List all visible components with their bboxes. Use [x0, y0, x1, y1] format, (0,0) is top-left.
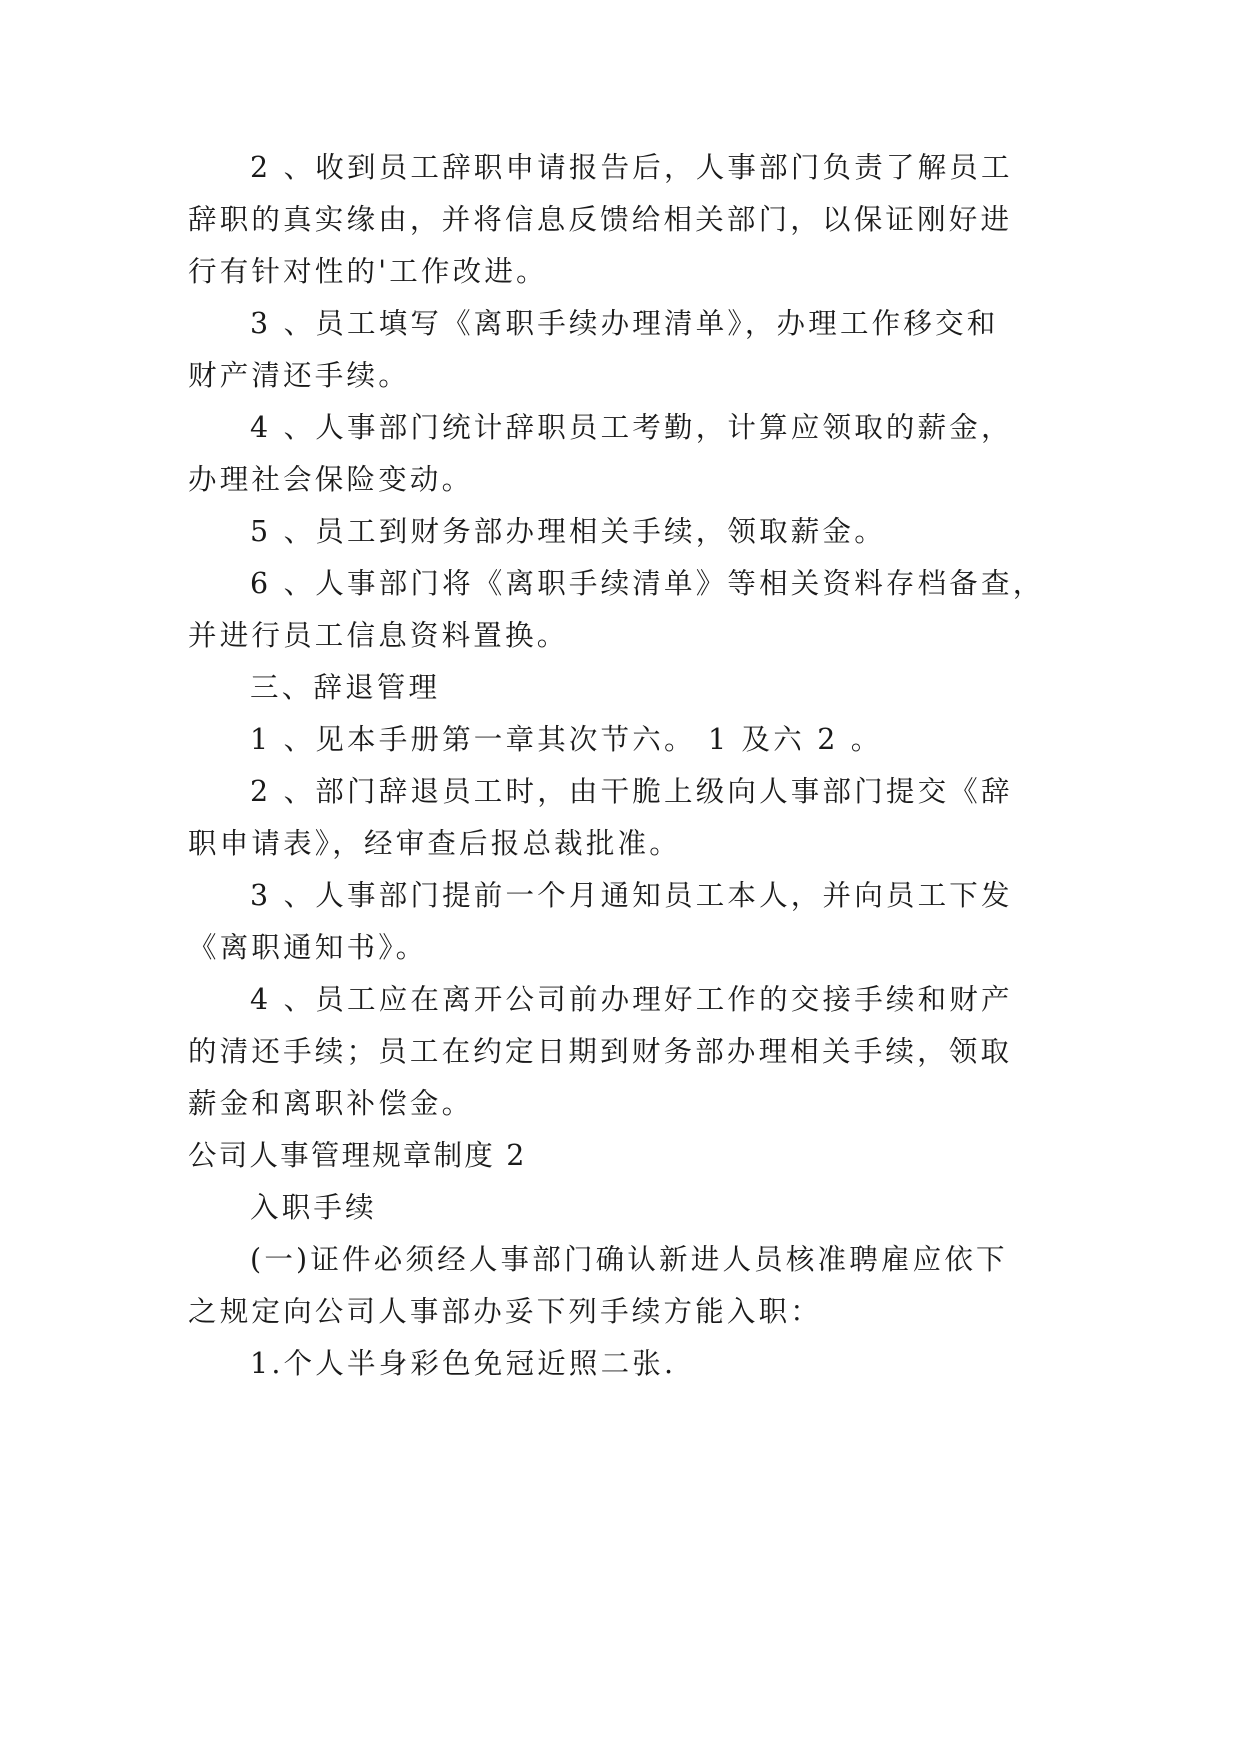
paragraph-line: 行有针对性的'工作改进。: [188, 255, 548, 288]
paragraph-line: 4 、人事部门统计辞职员工考勤，计算应领取的薪金，: [250, 411, 1013, 444]
paragraph-line: 2 、部门辞退员工时，由干脆上级向人事部门提交《辞: [250, 775, 1013, 808]
paragraph-line: 的清还手续；员工在约定日期到财务部办理相关手续，领取: [188, 1035, 1013, 1068]
paragraph-line: 1 、见本手册第一章其次节六。 1 及六 2 。: [250, 723, 883, 756]
paragraph-line: 5 、员工到财务部办理相关手续，领取薪金。: [250, 515, 886, 548]
document-title: 公司人事管理规章制度 2: [188, 1139, 527, 1172]
paragraph-line: 《离职通知书》。: [188, 931, 428, 964]
paragraph-line: 1.个人半身彩色免冠近照二张.: [250, 1347, 677, 1380]
paragraph-line: 辞职的真实缘由，并将信息反馈给相关部门，以保证刚好进: [188, 203, 1013, 236]
section-heading: 入职手续: [250, 1191, 377, 1224]
paragraph-line: 之规定向公司人事部办妥下列手续方能入职：: [188, 1295, 823, 1328]
paragraph-line: (一)证件必须经人事部门确认新进人员核准聘雇应依下: [250, 1243, 1008, 1276]
paragraph-line: 6 、人事部门将《离职手续清单》等相关资料存档备查，: [250, 567, 1045, 600]
paragraph-line: 并进行员工信息资料置换。: [188, 619, 569, 652]
paragraph-line: 薪金和离职补偿金。: [188, 1087, 474, 1120]
paragraph-line: 财产清还手续。: [188, 359, 410, 392]
section-heading: 三、辞退管理: [250, 671, 441, 704]
paragraph-line: 3 、员工填写《离职手续办理清单》，办理工作移交和: [250, 307, 999, 340]
paragraph-line: 职申请表》，经审查后报总裁批准。: [188, 827, 681, 860]
paragraph-line: 4 、员工应在离开公司前办理好工作的交接手续和财产: [250, 983, 1013, 1016]
paragraph-line: 办理社会保险变动。: [188, 463, 474, 496]
paragraph-line: 3 、人事部门提前一个月通知员工本人，并向员工下发: [250, 879, 1013, 912]
paragraph-line: 2 、收到员工辞职申请报告后，人事部门负责了解员工: [250, 151, 1013, 184]
